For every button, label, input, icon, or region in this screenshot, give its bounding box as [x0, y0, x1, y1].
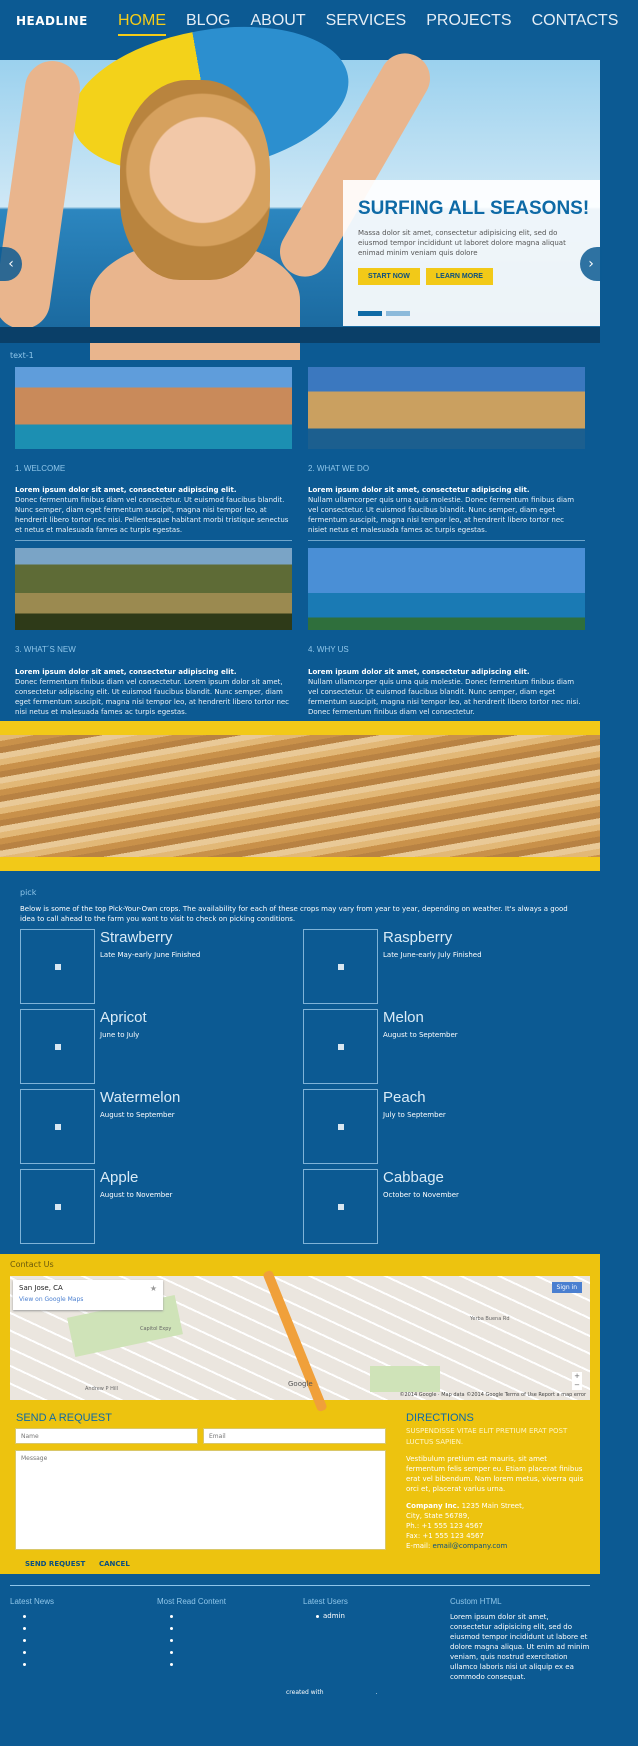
feature-divider [308, 540, 585, 541]
crop-name: Apple [100, 1169, 139, 1186]
crop-name: Peach [383, 1089, 426, 1106]
hero-buttons [358, 268, 585, 285]
footer-latest-users-title: Latest Users [303, 1597, 348, 1606]
footer-custom-html-title: Custom HTML [450, 1597, 502, 1606]
sand-parallax-band [0, 721, 600, 871]
feature-body-3: Donec fermentum finibus diam vel consectetur. Lorem ipsum dolor sit amet, consectetur adipiscing elit. Ut euismod faucibus blandit. Nunc semper, diam eget fermentum suscipit, magna nisi tempor leo, at hendrerit libero tortor nec nisi netus et malesuada fames ac turpis egestas. [15, 678, 290, 716]
crop-name: Watermelon [100, 1089, 181, 1106]
map-park [370, 1366, 440, 1392]
nav-blog[interactable]: BLOG [186, 12, 231, 29]
message-textarea[interactable] [15, 1450, 386, 1550]
credit-dot: . [375, 1689, 378, 1696]
crop-image-placeholder [20, 1169, 95, 1244]
credit-text: created with [286, 1689, 324, 1696]
site-logo[interactable]: HEADLINE [16, 14, 88, 28]
broken-image-icon [338, 1204, 344, 1210]
map-sign-in-button[interactable]: Sign in [552, 1282, 582, 1293]
nav-services[interactable]: SERVICES [325, 12, 407, 29]
crop-name: Apricot [100, 1009, 147, 1026]
feature-text-4 [308, 667, 585, 717]
broken-image-icon [55, 1044, 61, 1050]
most-read-list-item[interactable] [170, 1639, 173, 1642]
send-request-button[interactable]: SEND REQUEST [25, 1560, 86, 1568]
broken-image-icon [338, 964, 344, 970]
latest-user[interactable]: admin [323, 1612, 345, 1620]
map-street-label: Andrew P Hill [85, 1386, 118, 1392]
email-label: E-mail: [406, 1542, 431, 1550]
crop-name: Strawberry [100, 929, 173, 946]
user-list-bullet [316, 1615, 319, 1618]
footer-custom-text: Lorem ipsum dolor sit amet, consectetur adipisicing elit, sed do eiusmod tempor incididunt ut labore et dolore magna aliqua. Ut enim ad minim veniam, quis nostrud exercitation ullamco laboris nisi ut aliquip ex ea commodo consequat. [450, 1613, 590, 1681]
email-input[interactable] [203, 1428, 386, 1444]
next-slide-icon[interactable]: › [580, 247, 602, 281]
cancel-button[interactable]: CANCEL [99, 1560, 130, 1568]
nav-contacts[interactable]: CONTACTS [531, 12, 619, 29]
prev-slide-icon[interactable]: ‹ [0, 247, 22, 281]
contact-section [0, 1254, 600, 1574]
footer-credit [286, 1689, 377, 1696]
nav-projects[interactable]: PROJECTS [426, 12, 512, 29]
nav-about[interactable]: ABOUT [250, 12, 306, 29]
map-google-logo: Google [288, 1380, 313, 1388]
broken-image-icon [338, 1044, 344, 1050]
hero-bottom-bar [0, 327, 600, 343]
learn-more-button[interactable]: LEARN MORE [426, 268, 493, 285]
slide-indicators [358, 311, 410, 316]
feature-lead-1: Lorem ipsum dolor sit amet, consectetur adipiscing elit. [15, 486, 237, 494]
pick-intro: Below is some of the top Pick-Your-Own crops. The availability for each of these crops may vary from year to year, depending on weather. It's always a good idea to call ahead to the farm you want to visit to check on picking conditions. [20, 905, 568, 923]
broken-image-icon [55, 1124, 61, 1130]
crop-season: August to November [100, 1191, 173, 1199]
slide-indicator[interactable] [358, 311, 382, 316]
map-highway [262, 1270, 327, 1413]
feature-title-4: 4. WHY US [308, 645, 349, 654]
feature-text-2 [308, 485, 585, 535]
name-input[interactable] [15, 1428, 198, 1444]
crop-image-placeholder [20, 1089, 95, 1164]
feature-body-4: Nullam ullamcorper quis urna quis molestie. Donec fermentum finibus diam vel consectetur. Ut euismod faucibus blandit. Nunc semper, diam eget fermentum suscipit, magna nisi tempor leo, at hendrerit libero tortor nec nisi. Donec fermentum finibus diam vel consectetur. [308, 678, 581, 716]
pick-section-label: pick [20, 888, 37, 897]
crop-season: Late June-early July Finished [383, 951, 482, 959]
hero-slider [0, 60, 600, 327]
hero-text: Massa dolor sit amet, consectetur adipisicing elit, sed do eiusmod tempor incididunt ut laboret dolore magna aliquat enimad minim veniam quis dolore [358, 229, 566, 257]
view-on-google-maps-link[interactable]: View on Google Maps [19, 1296, 84, 1303]
feature-image-beach [308, 548, 585, 630]
slide-indicator[interactable] [386, 311, 410, 316]
feature-text-3 [15, 667, 292, 717]
contact-section-label: Contact Us [10, 1260, 54, 1269]
most-read-list-item[interactable] [170, 1651, 173, 1654]
crop-season: July to September [383, 1111, 446, 1119]
most-read-list-item[interactable] [170, 1627, 173, 1630]
broken-image-icon [55, 964, 61, 970]
map-street-label: Yerba Buena Rd [470, 1316, 510, 1322]
feature-title-1: 1. WELCOME [15, 464, 66, 473]
hero-caption [343, 180, 600, 326]
feature-body-2: Nullam ullamcorper quis urna quis molestie. Donec fermentum finibus diam vel consectetur. Ut euismod faucibus blandit. Nunc semper, diam eget fermentum suscipit, magna nisi tempor leo, at hendrerit libero tortor nec nisiet netus et malesuada fames ac turpis egestas. [308, 496, 575, 534]
crop-name: Raspberry [383, 929, 453, 946]
feature-image-sydney [308, 367, 585, 449]
footer-most-read-title: Most Read Content [157, 1597, 226, 1606]
sand-image [0, 735, 600, 857]
feature-lead-3: Lorem ipsum dolor sit amet, consectetur adipiscing elit. [15, 668, 237, 676]
broken-image-icon [55, 1204, 61, 1210]
map-zoom-control[interactable]: + − [572, 1372, 582, 1390]
send-request-title: SEND A REQUEST [16, 1412, 112, 1424]
feature-image-machu-picchu [15, 548, 292, 630]
feature-divider [15, 540, 292, 541]
crop-name: Cabbage [383, 1169, 444, 1186]
directions-title: DIRECTIONS [406, 1412, 474, 1424]
news-list-item[interactable] [23, 1663, 26, 1666]
feature-text-1 [15, 485, 292, 535]
feature-title-2: 2. WHAT WE DO [308, 464, 370, 473]
company-name: Company Inc. [406, 1502, 460, 1510]
news-list-item[interactable] [23, 1615, 26, 1618]
feature-title-3: 3. WHAT´S NEW [15, 645, 76, 654]
hero-image-arm [0, 57, 84, 332]
most-read-list-item[interactable] [170, 1663, 173, 1666]
company-fax: Fax: +1 555 123 4567 [406, 1532, 484, 1540]
google-map[interactable] [10, 1276, 590, 1400]
crop-name: Melon [383, 1009, 424, 1026]
crop-image-placeholder [20, 1009, 95, 1084]
feature-lead-2: Lorem ipsum dolor sit amet, consectetur adipiscing elit. [308, 486, 530, 494]
hero-image-face [120, 80, 270, 280]
crop-image-placeholder [303, 1169, 378, 1244]
crop-season: August to September [383, 1031, 458, 1039]
crop-image-placeholder [303, 1009, 378, 1084]
crop-season: August to September [100, 1111, 175, 1119]
map-place-name: San Jose, CA [19, 1284, 63, 1292]
star-icon[interactable]: ★ [149, 1284, 157, 1293]
broken-image-icon [338, 1124, 344, 1130]
map-street-label: Capitol Expy [140, 1326, 172, 1332]
crop-season: Late May-early June Finished [100, 951, 201, 959]
crop-image-placeholder [20, 929, 95, 1004]
news-list-item[interactable] [23, 1627, 26, 1630]
most-read-list-item[interactable] [170, 1615, 173, 1618]
feature-body-1: Donec fermentum finibus diam vel consectetur. Ut euismod faucibus blandit. Nunc semper, diam eget fermentum suscipit, magna nisi tempor leo, at hendrerit libero tortor nec nisi. Pellentesque habitant morbi tristique senectus et netus et malesuada fames ac turpis egestas. [15, 496, 289, 534]
crop-season: October to November [383, 1191, 459, 1199]
directions-text: Vestibulum pretium est mauris, sit amet fermentum felis semper eu. Etiam placerat finibus erat vel bibendum. Nam lorem metus, viverra quis orci et, placerat varius urna. [406, 1455, 584, 1493]
news-list-item[interactable] [23, 1639, 26, 1642]
company-city: City, State 56789, [406, 1512, 470, 1520]
crop-image-placeholder [303, 1089, 378, 1164]
features-section-label: text-1 [10, 351, 34, 360]
nav-home[interactable]: HOME [118, 12, 166, 36]
company-email-link[interactable]: email@company.com [432, 1542, 508, 1550]
map-info-card [13, 1280, 163, 1310]
crop-image-placeholder [303, 929, 378, 1004]
company-street: 1235 Main Street, [461, 1502, 525, 1510]
directions-subtitle: SUSPENDISSE VITAE ELIT PRETIUM ERAT POST LUCTUS SAPIEN. [406, 1427, 568, 1446]
feature-image-venice [15, 367, 292, 449]
news-list-item[interactable] [23, 1651, 26, 1654]
map-attribution: ©2014 Google · Map data ©2014 Google Terms of Use Report a map error [399, 1392, 586, 1398]
company-address [406, 1501, 586, 1551]
start-now-button[interactable]: START NOW [358, 268, 420, 285]
footer-latest-news-title: Latest News [10, 1597, 55, 1606]
hero-title: SURFING ALL SEASONS! [358, 198, 590, 219]
company-phone: Ph.: +1 555 123 4567 [406, 1522, 483, 1530]
footer-divider [10, 1585, 590, 1586]
feature-lead-4: Lorem ipsum dolor sit amet, consectetur adipiscing elit. [308, 668, 530, 676]
crop-season: June to July [100, 1031, 140, 1039]
